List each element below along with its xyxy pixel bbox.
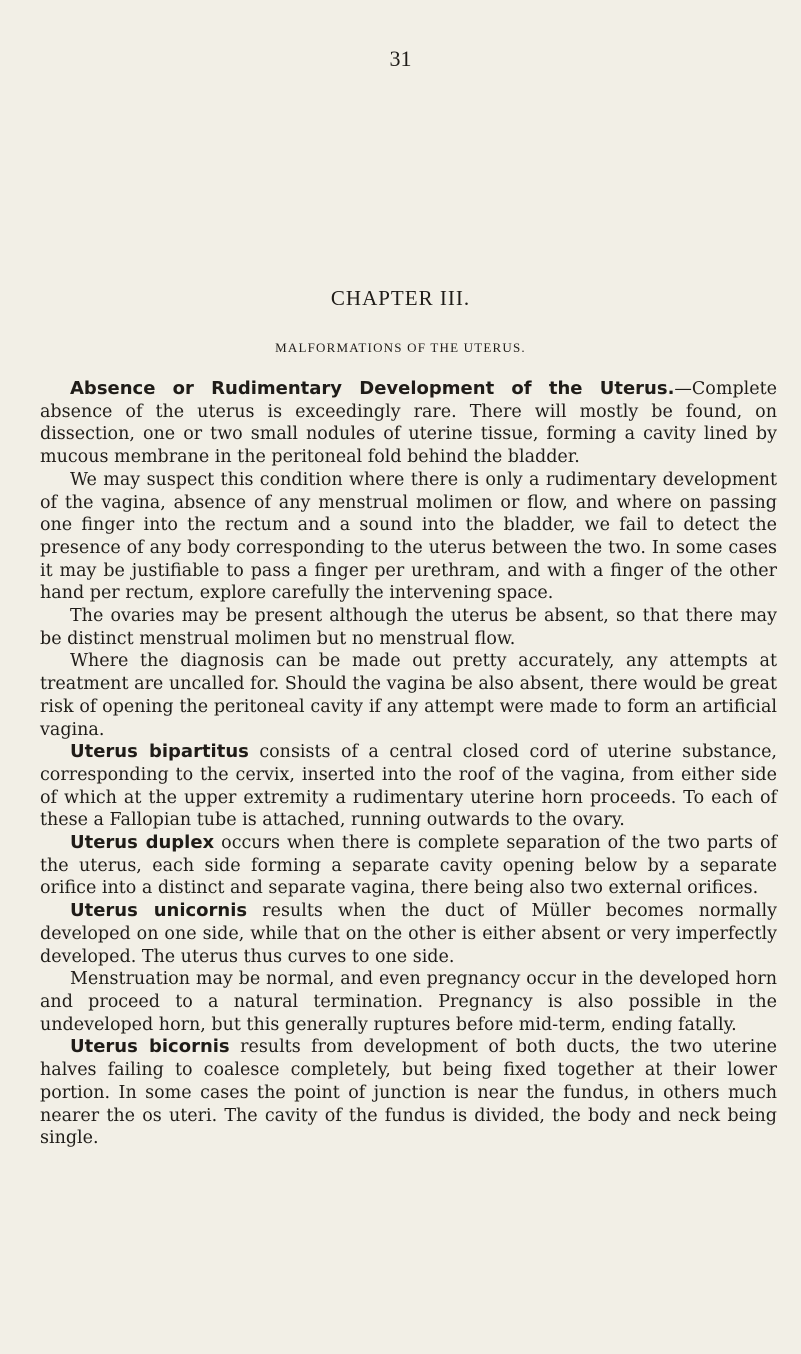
- paragraph-text: Menstruation may be normal, and even pregnancy occur in the developed horn and proceed to a natural termination. Pregnancy is also possible in the undeveloped horn, but this generally ruptures before mid-term, ending fatally.: [40, 969, 777, 1035]
- paragraph-lead: Uterus bicornis: [70, 1036, 230, 1058]
- chapter-subtitle: MALFORMATIONS OF THE UTERUS.: [275, 340, 526, 355]
- paragraph-suspect: [40, 469, 777, 605]
- paragraph-diagnosis: [40, 650, 777, 741]
- paragraph-text: occurs when there is complete separation of the two parts of the uterus, each side forming a separate cavity opening below by a separate orifice into a distinct and separate vagina, there being also two external orifices.: [40, 833, 777, 899]
- paragraph-unicornis: [40, 900, 777, 968]
- paragraph-text: results from development of both ducts, the two uterine halves failing to coalesce completely, but being fixed together at their lower portion. In some cases the point of junction is near the fundus, in others much nearer the os uteri. The cavity of the fundus is divided, the body and neck being single.: [40, 1037, 777, 1149]
- paragraph-text: consists of a central closed cord of uterine substance, corresponding to the cervix, inserted into the roof of the vagina, from either side of which at the upper extremity a rudimentary uterine horn proceeds. To each of these a Fallopian tube is attached, running outwards to the ovary.: [40, 742, 777, 831]
- page-number: 31: [389, 46, 412, 71]
- paragraph-bicornis: [40, 1036, 777, 1150]
- paragraph-text: results when the duct of Müller becomes normally developed on one side, while that on the other is either absent or very imperfectly developed. The uterus thus curves to one side.: [40, 901, 777, 967]
- paragraph-lead: Absence or Rudimentary Development of the Uterus.: [70, 378, 675, 399]
- paragraph-duplex: [40, 832, 777, 900]
- paragraph-lead: Uterus unicornis: [70, 900, 248, 922]
- paragraph-lead: Uterus bipartitus: [70, 741, 249, 763]
- paragraph-text: We may suspect this condition where there is only a rudimentary development of the vagina, absence of any menstrual molimen or flow, and where on passing one finger into the rectum and a sound into the bladder, we fail to detect the presence of any body corresponding to the uterus between the two. In some cases it may be justifiable to pass a finger per urethram, and with a finger of the other hand per rectum, explore carefully the intervening space.: [40, 469, 777, 604]
- paragraph-text: Where the diagnosis can be made out pretty accurately, any attempts at treatment are uncalled for. Should the vagina be also absent, there would be great risk of opening the peritoneal cavity if any attempt were made to form an artificial vagina.: [40, 651, 777, 740]
- paragraph-absence: [40, 378, 777, 469]
- paragraph-menstruation: [40, 968, 777, 1036]
- paragraph-bipartitus: [40, 741, 777, 832]
- paragraph-ovaries: [40, 605, 777, 650]
- paragraph-lead: Uterus duplex: [70, 832, 215, 854]
- paragraph-text: —Complete absence of the uterus is exceedingly rare. There will mostly be found, on dissection, one or two small nodules of uterine tissue, forming a cavity lined by mucous membrane in the peritoneal fold behind the bladder.: [40, 379, 777, 468]
- body-text: [40, 378, 777, 1150]
- chapter-title: CHAPTER III.: [330, 286, 471, 310]
- paragraph-text: The ovaries may be present although the uterus be absent, so that there may be distinct menstrual molimen but no menstrual flow.: [40, 606, 777, 649]
